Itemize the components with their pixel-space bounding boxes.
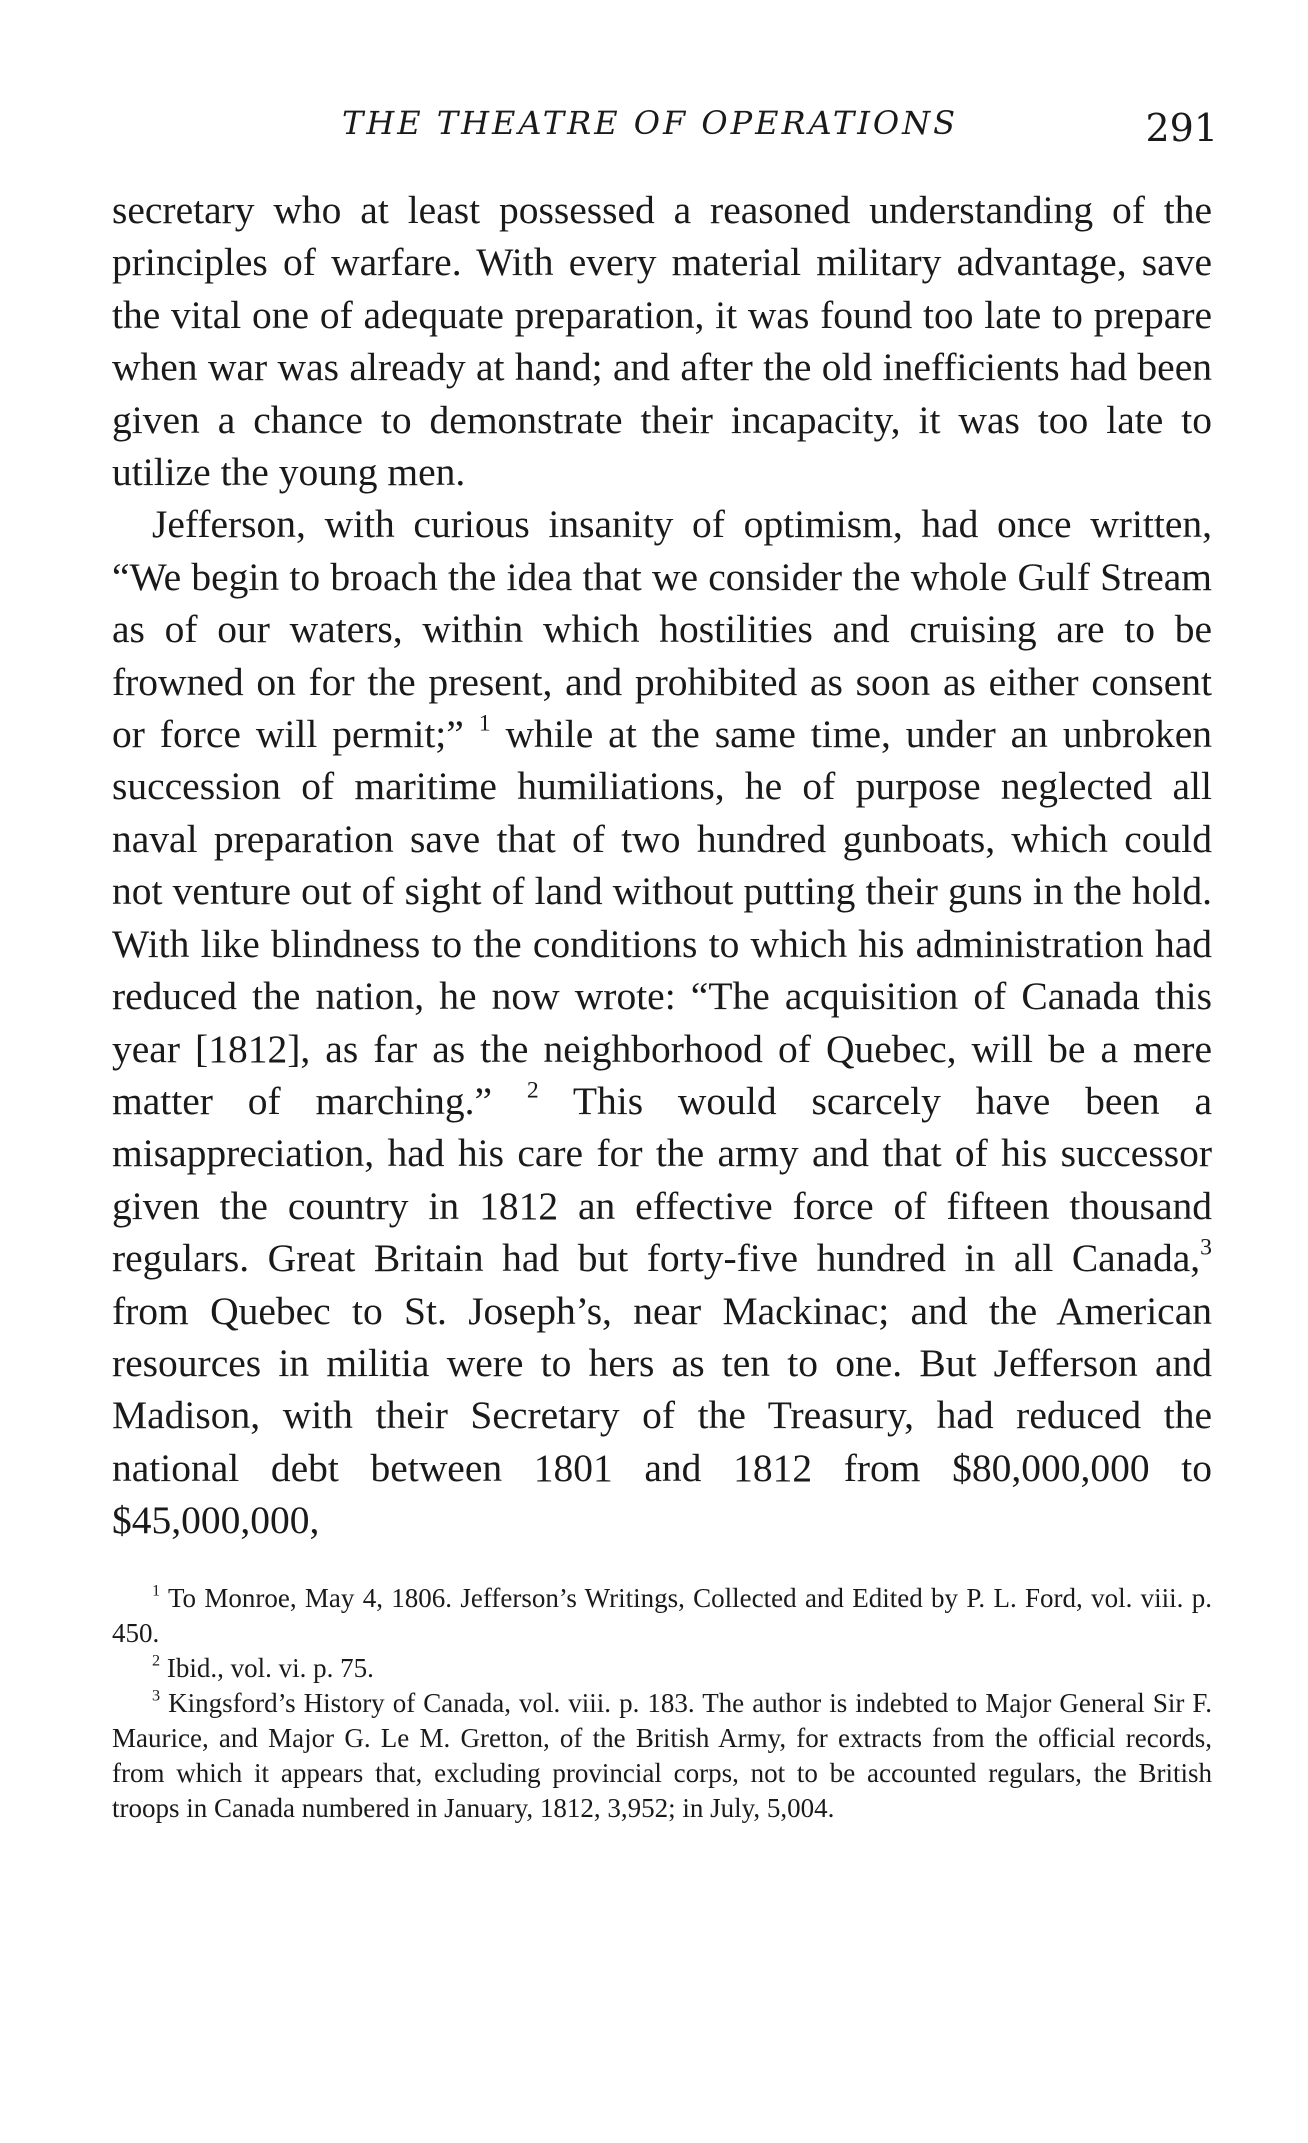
paragraph-2-part-b: while at the same time, under an unbroken succession of maritime humiliations, he of purpose neglected all naval preparation save that of two hundred gunboats, which could not venture out of sight of land without putting their guns in the hold. With like blindness to the conditions to which his administration had reduced the nation, he now wrote: “The acquisition of Canada this year [1812], as far as the neighborhood of Quebec, will be a mere matter of marching.” (112, 712, 1213, 1123)
footnote-ref-1: 1 (478, 710, 491, 737)
footnote-1 (112, 1581, 1212, 1651)
footnote-2 (112, 1651, 1212, 1686)
footnote-marker: 1 (152, 1581, 161, 1600)
paragraph-1: secretary who at least possessed a reasoned understanding of the principles of warfare. With every material military advantage, save the vital one of adequate preparation, it was found too late to prepare when war was already at hand; and after the old inefficients had been given a chance to demonstrate their incapacity, it was too late to utilize the young men. (112, 188, 1212, 495)
body-text (112, 184, 1212, 1547)
footnote-ref-2: 2 (526, 1077, 539, 1104)
paragraph-2-part-c: This would scarcely have been a misappreciation, had his care for the army and that of his successor given the country in 1812 an effective force of fifteen thousand regulars. Great Britain had but forty-five hundred in all Canada, (112, 1078, 1213, 1281)
footnote-marker: 3 (152, 1686, 161, 1705)
paragraph-2 (112, 498, 1212, 1546)
footnote-3 (112, 1686, 1212, 1826)
footnote-text: Kingsford’s History of Canada, vol. viii. p. 183. The author is indebted to Major General Sir F. Maurice, and Major G. Le M. Gretton, of the British Army, for extracts from the official records, from which it appears that, excluding provincial corps, not to be accounted regulars, the British troops in Canada numbered in January, 1812, 3,952; in July, 5,004. (112, 1687, 1212, 1823)
footnote-text: To Monroe, May 4, 1806. Jefferson’s Writings, Collected and Edited by P. L. Ford, vol. viii. p. 450. (112, 1582, 1213, 1648)
book-page (112, 96, 1218, 1826)
running-title: THE THEATRE OF OPERATIONS (342, 104, 959, 142)
footnotes (112, 1581, 1212, 1826)
footnote-ref-3: 3 (1200, 1234, 1212, 1261)
paragraph-2-part-d: from Quebec to St. Joseph’s, near Mackinac; and the American resources in militia were to hers as ten to one. But Jefferson and Madison, with their Secretary of the Treasury, had reduced the national debt between 1801 and 1812 from $80,000,000 to $45,000,000, (112, 1288, 1212, 1543)
footnote-text: Ibid., vol. vi. p. 75. (166, 1652, 374, 1683)
paragraph-2-part-a: Jefferson, with curious insanity of optimism, had once written, “We begin to broach the idea that we consider the whole Gulf Stream as of our waters, within which hostilities and cruising are to be frowned on for the present, and prohibited as soon as either consent or force will permit;” (112, 502, 1212, 757)
footnote-marker: 2 (152, 1651, 161, 1670)
page-number: 291 (1145, 106, 1218, 150)
running-head (112, 96, 1218, 166)
